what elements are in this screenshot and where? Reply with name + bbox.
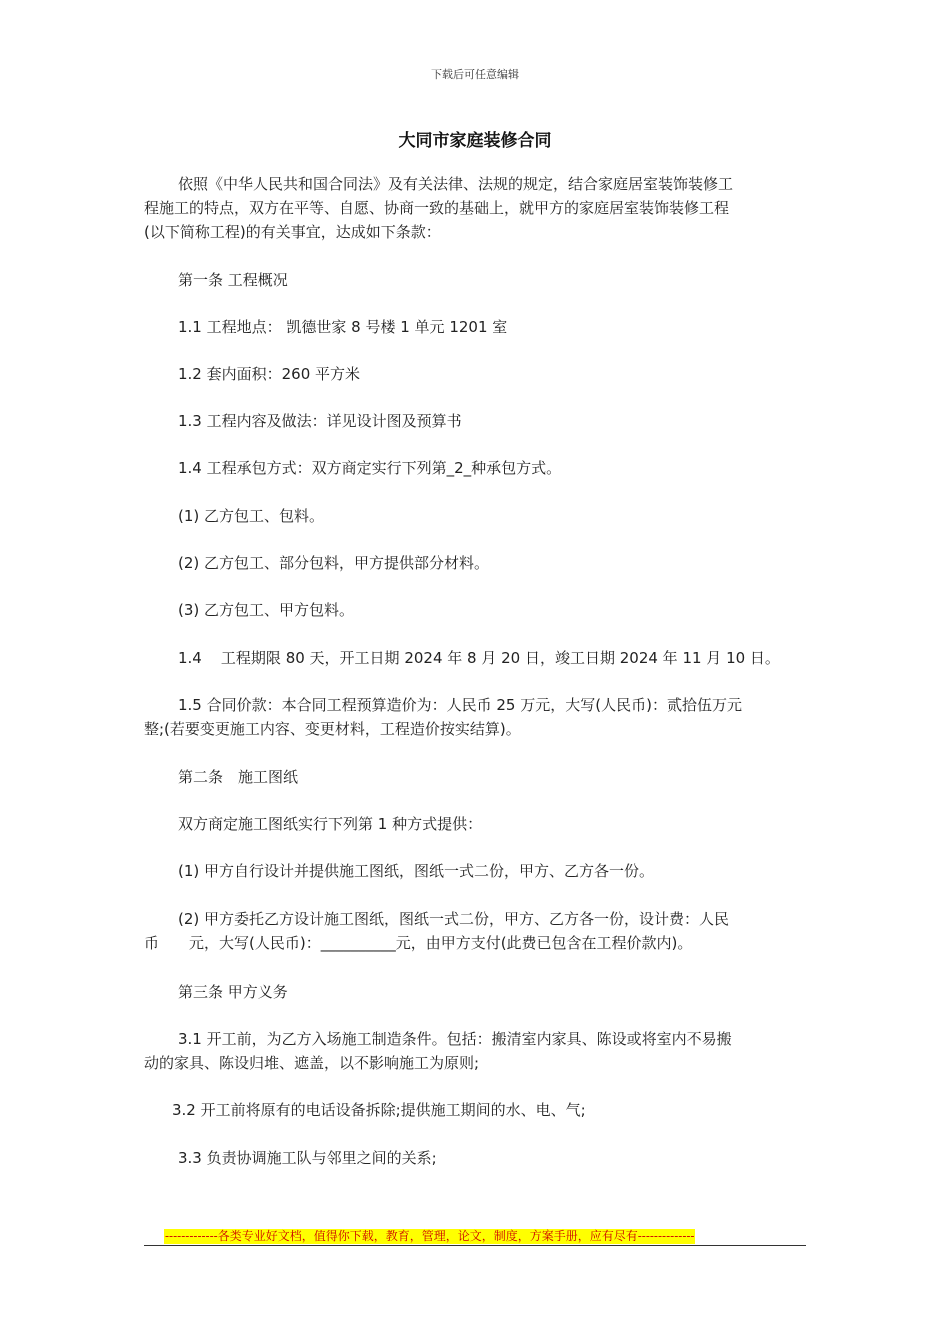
item-1-3: 1.3 工程内容及做法：详见设计图及预算书 [178, 412, 462, 430]
document-title: 大同市家庭装修合同 [398, 131, 552, 151]
intro-line-1: 依照《中华人民共和国合同法》及有关法律、法规的规定，结合家庭居室装饰装修工 [178, 175, 734, 193]
option-1-2: (2) 乙方包工、部分包料，甲方提供部分材料。 [178, 554, 490, 572]
article2-heading: 第二条 施工图纸 [178, 768, 299, 786]
item-3-3: 3.3 负责协调施工队与邻里之间的关系; [178, 1149, 437, 1167]
article3-heading: 第三条 甲方义务 [178, 983, 288, 1001]
article2-method: 双方商定施工图纸实行下列第 1 种方式提供： [178, 815, 483, 833]
article1-heading: 第一条 工程概况 [178, 271, 288, 289]
option-1-1: (1) 乙方包工、包料。 [178, 507, 325, 525]
item-1-5-line-1: 1.5 合同价款：本合同工程预算造价为：人民币 25 万元，大写(人民币)：贰拾伍万元 [178, 696, 742, 714]
option-2-2-line-2: 币 元，大写(人民币)：__________元，由甲方支付(此费已包含在工程价款内)。 [144, 934, 693, 952]
option-1-3: (3) 乙方包工、甲方包料。 [178, 601, 355, 619]
item-1-1: 1.1 工程地点： 凯德世家 8 号楼 1 单元 1201 室 [178, 318, 508, 336]
option-2-1: (1) 甲方自行设计并提供施工图纸，图纸一式二份，甲方、乙方各一份。 [178, 862, 655, 880]
item-3-1-line-1: 3.1 开工前，为乙方入场施工制造条件。包括：搬清室内家具、陈设或将室内不易搬 [178, 1030, 732, 1048]
item-3-2: 3.2 开工前将原有的电话设备拆除;提供施工期间的水、电、气; [172, 1101, 586, 1119]
footer-divider [144, 1245, 806, 1246]
intro-line-3: (以下简称工程)的有关事宜，达成如下条款： [144, 223, 441, 241]
item-1-4: 1.4 工程承包方式：双方商定实行下列第_2_种承包方式。 [178, 459, 562, 477]
item-3-1-line-2: 动的家具、陈设归堆、遮盖，以不影响施工为原则; [144, 1054, 480, 1072]
intro-line-2: 程施工的特点，双方在平等、自愿、协商一致的基础上，就甲方的家庭居室装饰装修工程 [144, 199, 730, 217]
header-note: 下载后可任意编辑 [431, 68, 519, 81]
item-1-5-line-2: 整;(若要变更施工内容、变更材料，工程造价按实结算)。 [144, 720, 521, 738]
option-2-2-line-1: (2) 甲方委托乙方设计施工图纸，图纸一式二份，甲方、乙方各一份，设计费：人民 [178, 910, 730, 928]
footer-banner: -------------各类专业好文档，值得你下载，教育，管理，论文，制度，方案手册，应有尽有-------------- [165, 1229, 695, 1243]
item-1-2: 1.2 套内面积：260 平方米 [178, 365, 361, 383]
item-1-4b: 1.4 工程期限 80 天，开工日期 2024 年 8 月 20 日，竣工日期 2024 年 11 月 10 日。 [178, 649, 780, 667]
